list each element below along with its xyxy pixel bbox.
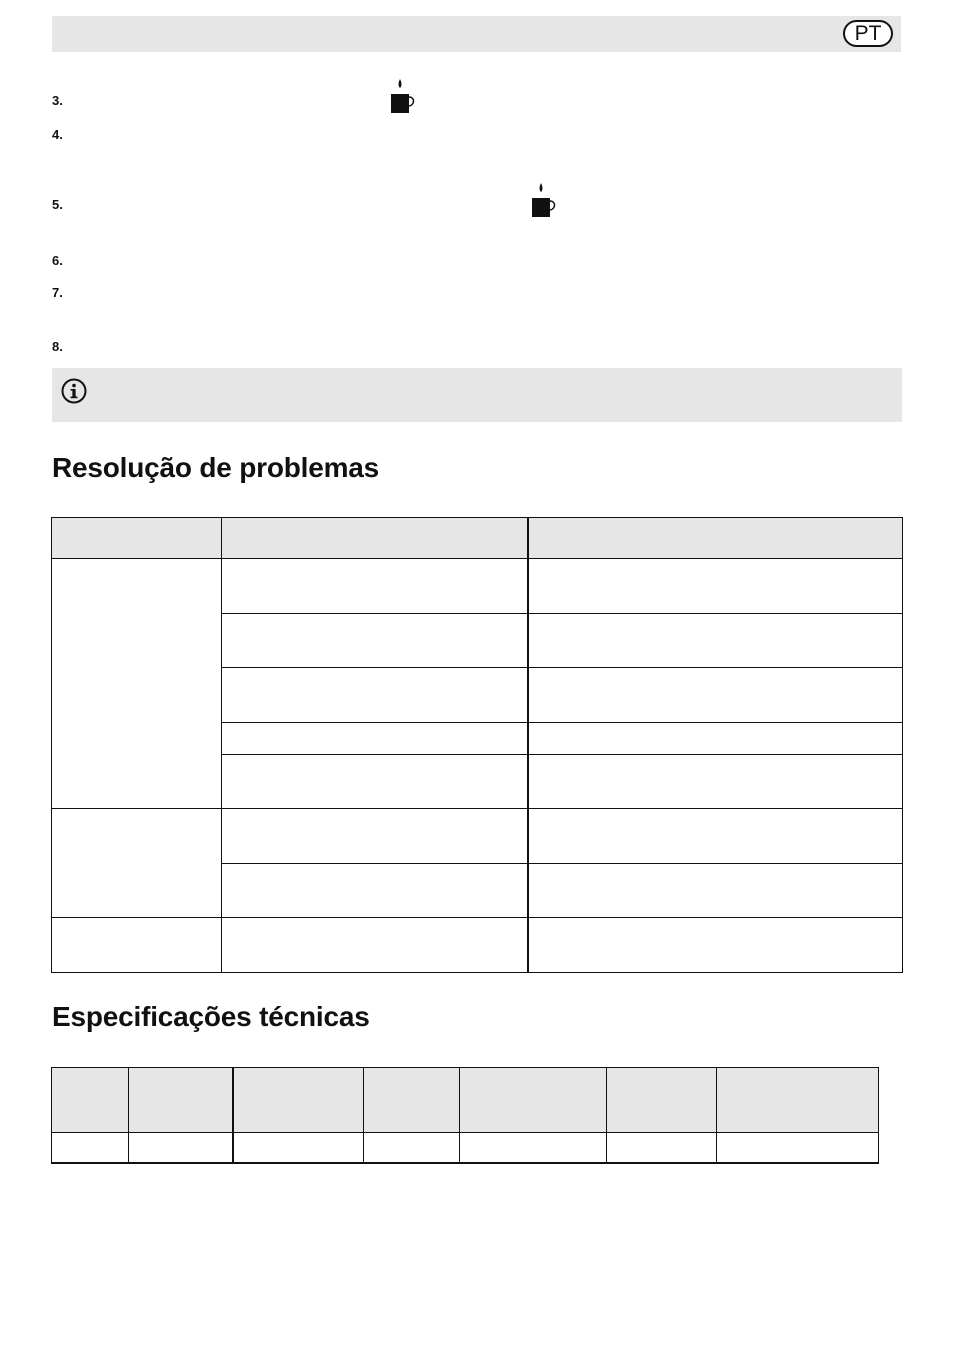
table-row xyxy=(52,559,903,614)
table-cell xyxy=(222,809,528,864)
table-cell xyxy=(222,755,528,809)
table-header-cell xyxy=(52,518,222,559)
table-cell xyxy=(222,918,528,973)
table-cell xyxy=(717,1133,879,1163)
table-row xyxy=(52,1133,879,1163)
table-header-cell xyxy=(364,1068,460,1133)
table-cell xyxy=(528,809,903,864)
table-header-cell xyxy=(52,1068,129,1133)
table-header-cell xyxy=(528,518,903,559)
table-cell xyxy=(52,918,222,973)
table-cell xyxy=(460,1133,607,1163)
specifications-table xyxy=(51,1067,879,1164)
step-number: 6. xyxy=(52,253,63,268)
table-header-row xyxy=(52,1068,879,1133)
table-cell xyxy=(528,864,903,918)
step-number: 4. xyxy=(52,127,63,142)
table-header-cell xyxy=(717,1068,879,1133)
table-header-cell xyxy=(129,1068,233,1133)
table-row xyxy=(52,809,903,864)
troubleshooting-table xyxy=(51,517,903,973)
step-number: 5. xyxy=(52,197,63,212)
coffee-cup-icon xyxy=(530,182,556,218)
table-cell xyxy=(528,918,903,973)
table-cell xyxy=(222,559,528,614)
table-cell xyxy=(222,723,528,755)
language-badge: PT xyxy=(843,20,893,47)
step-number: 8. xyxy=(52,339,63,354)
table-header-cell xyxy=(233,1068,364,1133)
table-cell xyxy=(222,668,528,723)
table-cell xyxy=(129,1133,233,1163)
table-row xyxy=(52,918,903,973)
table-cell xyxy=(233,1133,364,1163)
table-cell xyxy=(52,1133,129,1163)
info-note-box xyxy=(52,368,902,422)
header-bar xyxy=(52,16,901,52)
section-title-troubleshooting: Resolução de problemas xyxy=(52,452,380,483)
table-cell xyxy=(52,809,222,918)
table-cell xyxy=(52,559,222,809)
table-cell xyxy=(528,614,903,668)
table-cell xyxy=(528,723,903,755)
table-cell xyxy=(364,1133,460,1163)
table-header-cell xyxy=(607,1068,717,1133)
step-number: 3. xyxy=(52,93,63,108)
table-header-row xyxy=(52,518,903,559)
table-header-cell xyxy=(222,518,528,559)
table-header-cell xyxy=(460,1068,607,1133)
info-circle-icon xyxy=(61,378,87,404)
coffee-cup-icon xyxy=(389,78,415,114)
table-cell xyxy=(607,1133,717,1163)
step-number: 7. xyxy=(52,285,63,300)
table-cell xyxy=(528,559,903,614)
table-cell xyxy=(222,864,528,918)
table-cell xyxy=(528,668,903,723)
table-cell xyxy=(528,755,903,809)
table-cell xyxy=(222,614,528,668)
section-title-specifications: Especificações técnicas xyxy=(52,1001,370,1032)
